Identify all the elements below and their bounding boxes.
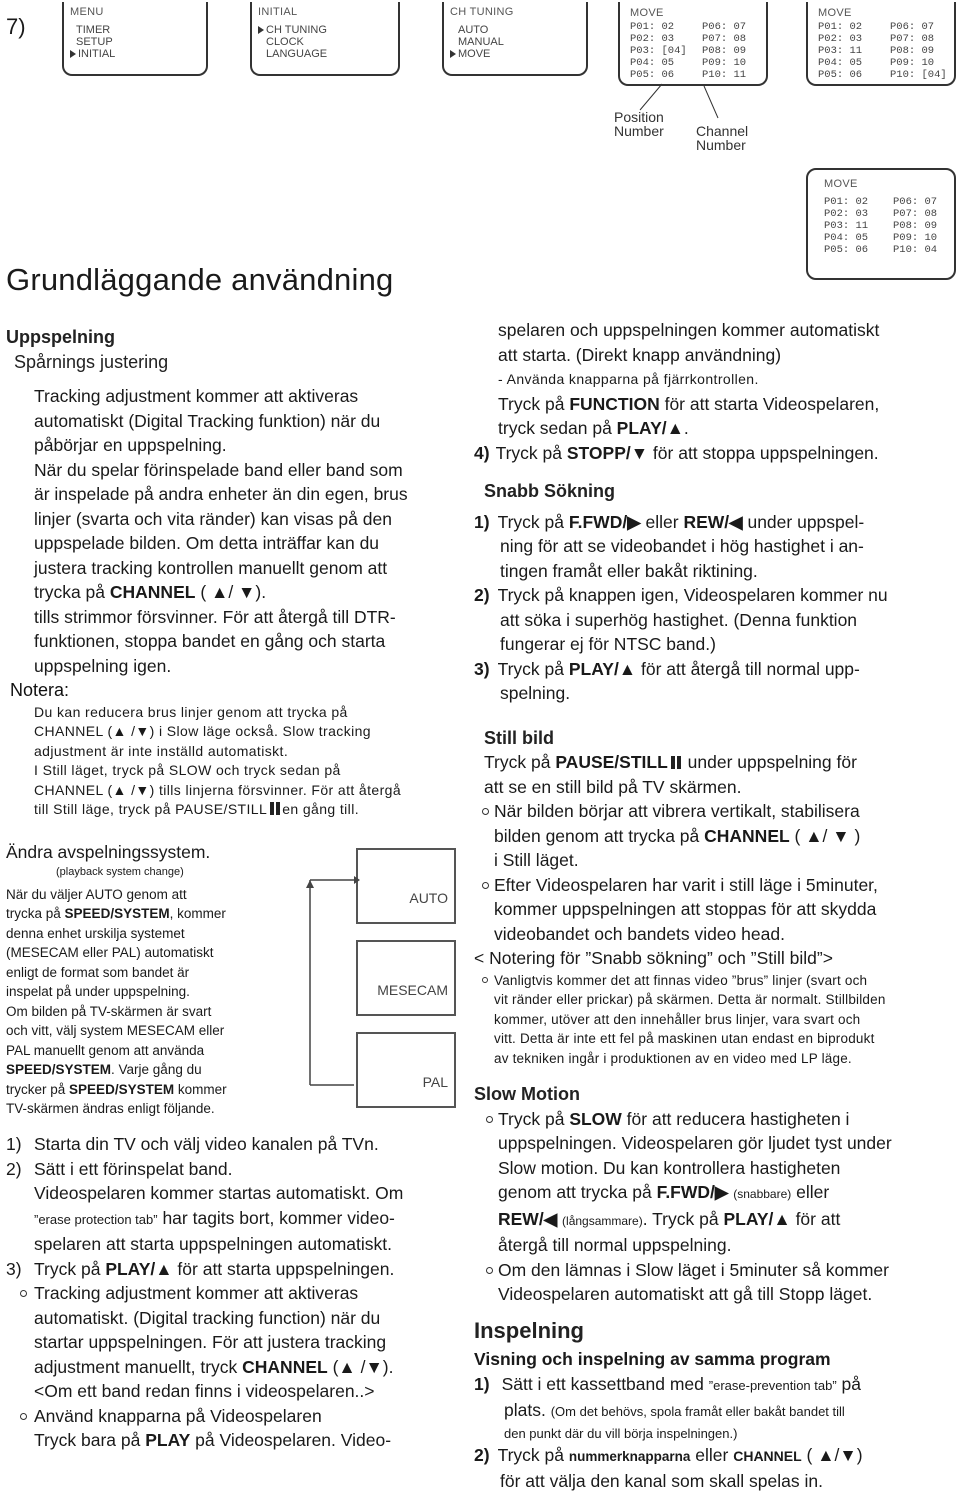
- move-entry: P03: 11: [824, 220, 869, 232]
- bullet-icon: [20, 1413, 27, 1420]
- notering-heading: < Notering för ”Snabb sökning” och ”Still bild”>: [474, 948, 833, 968]
- initial-item-language: LANGUAGE: [266, 48, 328, 60]
- system-paragraph: När du väljer AUTO genom att trycka på SPEED/SYSTEM, kommer denna enhet urskilja systemet (MESECAM eller PAL) automatiskt enligt de format som bandet är inspelat på under uppspelning. Om bilden på TV-skärmen är svart och vitt, välj system MESECAM eller PAL manuellt genom att använda SPEED/SYSTEM. Varje gång du trycker på SPEED/SYSTEM kommer TV-skärmen ändras enligt följande.: [6, 886, 227, 1116]
- move-entry: P07: 08: [893, 208, 938, 220]
- initial-item-clock: CLOCK: [266, 36, 304, 48]
- move-entry: P05: 06: [630, 69, 675, 81]
- position-number-label: Position Number: [614, 109, 664, 139]
- playback-steps: 1) Starta din TV och välj video kanalen på TVn. 2) Sätt i ett förinspelat band. Videospelaren kommer startas automatiskt. Om ”erase protection tab” har tagits bort, kommer video- spelaren att starta uppspelningen automatiskt. 3) Tryck på PLAY/▲ för att starta uppspelningen. Tracking adjustment kommer att aktiveras automatiskt. (Digital tracking function) när du startar uppspelningen. För att justera tracking adjustment manuellt, tryck CHANNEL (▲ /▼). <Om ett band redan finns i videospelaren..> Använd knapparna på Videospelaren Tryck bara på PLAY på Videospelaren. Video-: [6, 1134, 404, 1450]
- menu-item-timer: TIMER: [76, 24, 111, 36]
- move-title: MOVE: [818, 7, 852, 19]
- move-entry: P01: 02: [824, 196, 869, 208]
- move-entry: P05: 06: [824, 244, 869, 256]
- bullet-icon: [486, 1267, 493, 1274]
- cursor-arrow-icon: [258, 26, 264, 34]
- move-entry: P03: [04]: [630, 45, 687, 57]
- move-entry: P02: 03: [630, 33, 675, 45]
- menu-screen: [62, 2, 208, 76]
- bullet-icon: [20, 1290, 27, 1297]
- subsection-sparnings: Spårnings justering: [14, 351, 169, 372]
- channel-number-label: Channel Number: [696, 123, 749, 153]
- menu-title: MENU: [70, 6, 104, 18]
- initial-item-ch-tuning: CH TUNING: [258, 24, 398, 36]
- move-entry: P04: 05: [818, 57, 863, 69]
- cursor-arrow-icon: [450, 50, 456, 58]
- initial-screen: [250, 2, 400, 76]
- section-uppspelning: Uppspelning: [6, 327, 115, 347]
- section-still-bild: Still bild: [484, 727, 554, 748]
- move-entry: P07: 08: [890, 33, 935, 45]
- right-column: spelaren och uppspelningen kommer automatiskt att starta. (Direkt knapp användning) - Använda knapparna på fjärrkontrollen. Tryck på FUNCTION för att starta Videospelaren, tryck sedan på PLAY/▲. 4) Tryck på STOPP/▼ för att stoppa uppspelningen. Snabb Sökning 1) Tryck på F.FWD/▶ eller REW/◀ under uppspel- ning för att se videobandet i hög hastighet i an- tingen framåt eller bakåt riktining. 2) Tryck på knappen igen, Videospelaren kommer nu att söka i superhög hastighet. (Denna funktion fungerar ej för NTSC band.) 3) Tryck på PLAY/▲ för att återgå till normal upp- spelning. Still bild Tryck på PAUSE/STILL under uppspelning för att se en still bild på TV skärmen. När bilden börjar att vibrera vertikalt, stabilisera bilden genom att trycka på CHANNEL ( ▲/ ▼ ) i Still läget. Efter Videospelaren har varit i still läge i 5minuter, kommer uppspelningen att stoppas för att skydda videobandet och bandets video head. < Notering för ”Snabb sökning” och ”Still bild”> Vanligtvis kommer det att finnas video ”brus” linjer (svart och vit ränder eller prickar) på skärmen. Detta är normalt. Stillbilden kommer, utöver att den innehåller brus linjer, vara svart och vitt. Detta är inte ett fel på maskinen utan endast en biprodukt av tekniken ingår i produktionen av en video med LP läge. Slow Motion Tryck på SLOW för att reducera hastigheten i uppspelningen. Videospelaren gör ljudet tyst under Slow motion. Du kan kontrollera hastigheten genom att trycka på F.FWD/▶ (snabbare) eller REW/◀ (långsammare). Tryck på PLAY/▲ för att återgå till normal uppspelning. Om den lämnas i Slow läget i 5minuter så kommer Videospelaren automatiskt att gå till Stopp läget. Inspelning Visning och inspelning av samma program 1) Sätt i ett kassettband med ”erase-prevention tab” på plats. (Om det behövs, spola framåt eller bakåt bandet till den punkt där du vill börja inspelningen.) 2) Tryck på nummerknapparna eller CHANNEL ( ▲/▼) för att välja den kanal som skall spelas in.: [474, 318, 958, 1494]
- move-screen-2: [806, 2, 956, 86]
- system-box-auto: AUTO: [356, 848, 456, 924]
- section-inspelning: Inspelning: [474, 1317, 584, 1343]
- move-entry: P10: 11: [702, 69, 747, 81]
- move-entry: P08: 09: [890, 45, 935, 57]
- initial-title: INITIAL: [258, 6, 298, 18]
- move-entry: P04: 05: [824, 232, 869, 244]
- move-title: MOVE: [824, 178, 858, 190]
- move-entry: P09: 10: [893, 232, 938, 244]
- notering-text: Vanligtvis kommer det att finnas video ”brus” linjer (svart och vit ränder eller prickar) på skärmen. Detta är normalt. Stillbilden kommer, utöver att den innehåller brus linjer, vara svart och vitt. Detta är inte ett fel på maskinen utan endast en biprodukt av tekniken ingår i produktionen av en video med LP läge.: [474, 971, 958, 1069]
- ch-tuning-item-manual: MANUAL: [458, 36, 504, 48]
- move-entry: P10: [04]: [890, 69, 947, 81]
- move-entry: P02: 03: [824, 208, 869, 220]
- andra-heading: Ändra avspelningssystem.: [6, 841, 211, 862]
- notera-heading: Notera:: [10, 680, 70, 700]
- move-entry: P01: 02: [630, 21, 675, 33]
- cursor-arrow-icon: [70, 50, 76, 58]
- section-snabb-sokning: Snabb Sökning: [484, 481, 616, 501]
- ch-tuning-item-move: MOVE: [450, 48, 586, 60]
- bullet-icon: [486, 1116, 493, 1123]
- page-number: 7): [6, 14, 26, 39]
- playback-system-change: (playback system change): [56, 866, 184, 878]
- system-box-pal: PAL: [356, 1032, 456, 1108]
- move-entry: P09: 10: [702, 57, 747, 69]
- move-entry: P06: 07: [702, 21, 747, 33]
- pause-icon: [671, 756, 675, 769]
- move-entry: P08: 09: [893, 220, 938, 232]
- move-entry: P07: 08: [702, 33, 747, 45]
- move-entry: P09: 10: [890, 57, 935, 69]
- menu-item-setup: SETUP: [76, 36, 113, 48]
- pause-icon: [270, 802, 274, 815]
- system-cycle-arrows: [300, 860, 360, 1100]
- move-entry: P01: 02: [818, 21, 863, 33]
- move-entry: P10: 04: [893, 244, 938, 256]
- bullet-icon: [482, 882, 489, 889]
- move-entry: P03: 11: [818, 45, 863, 57]
- bullet-icon: [482, 977, 488, 983]
- notera-text: Du kan reducera brus linjer genom att trycka på CHANNEL (▲ /▼) i Slow läge också. Slow tracking adjustment är inte inställd automatiskt. I Still läget, tryck på SLOW och tryck sedan på CHANNEL (▲ /▼) tills linjerna försvinner. För att återgå till Still läge, tryck på PAUSE/STILL en gång till.: [34, 703, 402, 817]
- move-screen-3: [806, 168, 956, 280]
- page-heading: Grundläggande användning: [6, 262, 394, 297]
- bullet-icon: [482, 808, 489, 815]
- move-entry: P02: 03: [818, 33, 863, 45]
- move-entry: P06: 07: [890, 21, 935, 33]
- ch-tuning-screen: [442, 2, 588, 76]
- ch-tuning-item-auto: AUTO: [458, 24, 489, 36]
- move-entry: P06: 07: [893, 196, 938, 208]
- subsection-visning: Visning och inspelning av samma program: [474, 1349, 831, 1369]
- move-entry: P05: 06: [818, 69, 863, 81]
- system-box-mesecam: MESECAM: [356, 940, 456, 1016]
- move-entry: P08: 09: [702, 45, 747, 57]
- section-slow-motion: Slow Motion: [474, 1084, 580, 1104]
- tracking-paragraph: Tracking adjustment kommer att aktiveras automatiskt (Digital Tracking funktion) när du påbörjar en uppspelning. När du spelar förinspelade band eller band som är inspelade på andra enheter än din egen, brus linjer (svarta och vita ränder) kan visas på den uppspelade bilden. Om detta inträffar kan du justera tracking kontrollen manuellt genom att trycka på CHANNEL ( ▲/ ▼). tills strimmor försvinner. För att återgå till DTR- funktionen, stoppa bandet en gång och starta uppspelning igen.: [34, 386, 408, 676]
- ch-tuning-title: CH TUNING: [450, 6, 514, 18]
- menu-item-initial: INITIAL: [70, 48, 206, 60]
- move-title: MOVE: [630, 7, 664, 19]
- move-entry: P04: 05: [630, 57, 675, 69]
